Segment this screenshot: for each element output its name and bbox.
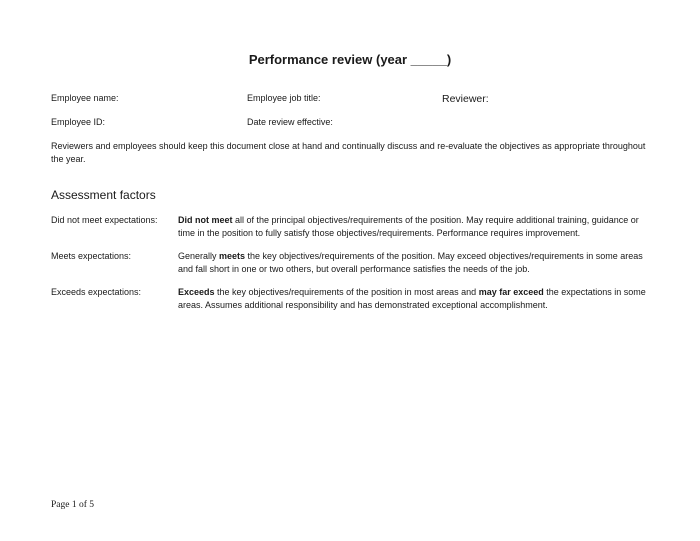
employee-job-title-label: Employee job title:: [247, 93, 321, 103]
page-number: Page 1 of 5: [51, 500, 95, 510]
factor-description: [178, 250, 648, 275]
factor-text: the key objectives/requirements of the position in most areas and: [214, 287, 479, 297]
factor-bold: Did not meet: [178, 215, 233, 225]
section-heading: Assessment factors: [51, 188, 156, 202]
employee-name-label: Employee name:: [51, 93, 119, 103]
factor-text: all of the principal objectives/requirements of the position. May require additional training, guidance or time in the position to fully satisfy those objectives/requirements. Performance requires improvement.: [178, 215, 639, 238]
factor-label: Did not meet expectations:: [51, 215, 158, 225]
document-title: Performance review (year _____): [248, 52, 452, 67]
factor-text-2: the expectations in some areas. Assumes additional responsibility and has demonstrated exceptional accomplishment.: [178, 287, 646, 310]
factor-description: [178, 214, 648, 239]
employee-id-label: Employee ID:: [51, 117, 106, 127]
factor-bold: meets: [219, 251, 246, 261]
factor-bold: Exceeds: [178, 287, 215, 297]
date-review-effective-label: Date review effective:: [247, 117, 333, 127]
factor-prefix: Generally: [178, 251, 220, 261]
factor-text: the key objectives/requirements of the position. May exceed objectives/requirements in some areas and fall short in one or two others, but overall performance satisfies the needs of the job.: [178, 251, 643, 274]
intro-paragraph: Reviewers and employees should keep this document close at hand and continually discuss and re-evaluate the objectives as appropriate throughout the year.: [51, 141, 646, 164]
factor-label: Meets expectations:: [51, 251, 132, 261]
factor-bold-2: may far exceed: [478, 287, 544, 297]
factor-label: Exceeds expectations:: [51, 287, 142, 297]
reviewer-label: Reviewer:: [442, 93, 489, 105]
factor-description: [178, 286, 648, 311]
